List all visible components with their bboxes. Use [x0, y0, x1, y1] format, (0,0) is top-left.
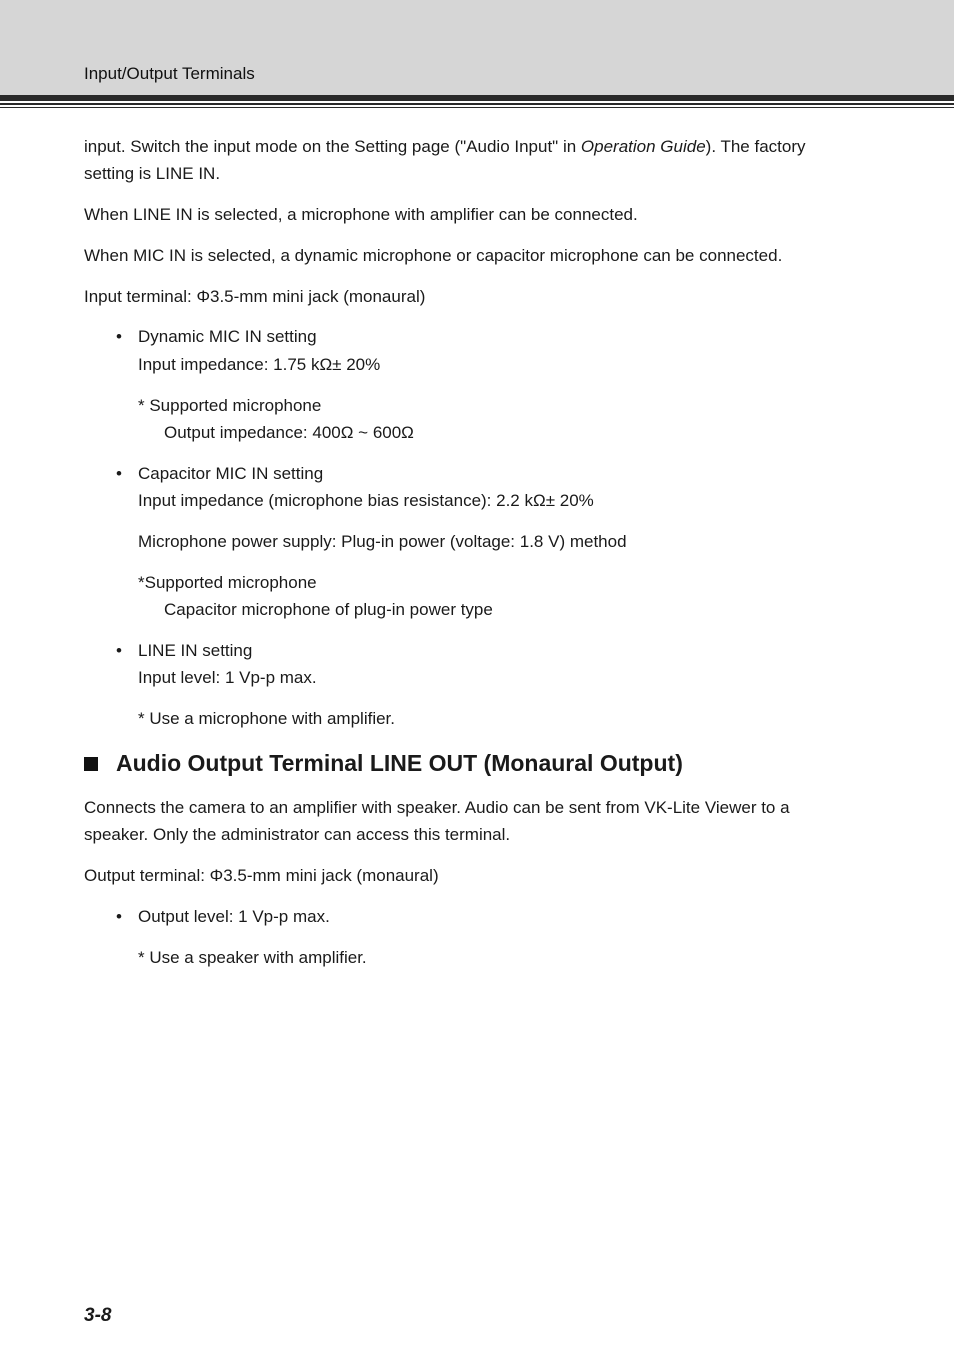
square-bullet-icon — [84, 757, 98, 771]
dynamic-mic-title: Dynamic MIC IN setting — [138, 327, 317, 346]
section-heading-text: Audio Output Terminal LINE OUT (Monaural Output) — [116, 750, 683, 776]
capacitor-mic-title: Capacitor MIC IN setting — [138, 464, 324, 483]
dynamic-supported: * Supported microphone — [138, 396, 322, 415]
input-terminal: Input terminal: Φ3.5-mm mini jack (monaural) — [84, 287, 426, 306]
intro-line-2: setting is LINE IN. — [84, 164, 221, 183]
mic-in-note: When MIC IN is selected, a dynamic microphone or capacitor microphone can be connected. — [84, 246, 783, 265]
line-in-note: When LINE IN is selected, a microphone with amplifier can be connected. — [84, 205, 638, 224]
section-desc-2: speaker. Only the administrator can access this terminal. — [84, 825, 511, 844]
capacitor-type: Capacitor microphone of plug-in power type — [164, 600, 493, 619]
bullet-dot: • — [116, 327, 122, 346]
capacitor-supported: *Supported microphone — [138, 573, 317, 592]
header-rule-hairline — [0, 107, 954, 108]
bullet-dot: • — [116, 464, 122, 483]
capacitor-impedance: Input impedance (microphone bias resistance): 2.2 kΩ± 20% — [138, 491, 594, 510]
speaker-amp-note: * Use a speaker with amplifier. — [138, 948, 367, 967]
dynamic-impedance: Input impedance: 1.75 kΩ± 20% — [138, 355, 381, 374]
output-level: Output level: 1 Vp-p max. — [138, 907, 330, 926]
bullet-dot: • — [116, 641, 122, 660]
intro-line-1: input. Switch the input mode on the Setting page ("Audio Input" in Operation Guide). The factory — [84, 137, 806, 156]
section-heading — [84, 750, 683, 777]
output-terminal: Output terminal: Φ3.5-mm mini jack (monaural) — [84, 866, 439, 885]
line-in-amp-note: * Use a microphone with amplifier. — [138, 709, 396, 728]
line-in-level: Input level: 1 Vp-p max. — [138, 668, 317, 687]
capacitor-power: Microphone power supply: Plug-in power (voltage: 1.8 V) method — [138, 532, 627, 551]
operation-guide-ref: Operation Guide — [580, 137, 706, 156]
running-header: Input/Output Terminals — [84, 64, 255, 83]
page-number: 3-8 — [84, 1305, 112, 1326]
bullet-dot: • — [116, 907, 122, 926]
header-rule-thin — [0, 103, 954, 105]
section-desc-1: Connects the camera to an amplifier with speaker. Audio can be sent from VK-Lite Viewer to a — [84, 798, 790, 817]
line-in-title: LINE IN setting — [138, 641, 253, 660]
header-rule-thick — [0, 95, 954, 101]
dynamic-output-impedance: Output impedance: 400Ω ~ 600Ω — [164, 423, 414, 442]
